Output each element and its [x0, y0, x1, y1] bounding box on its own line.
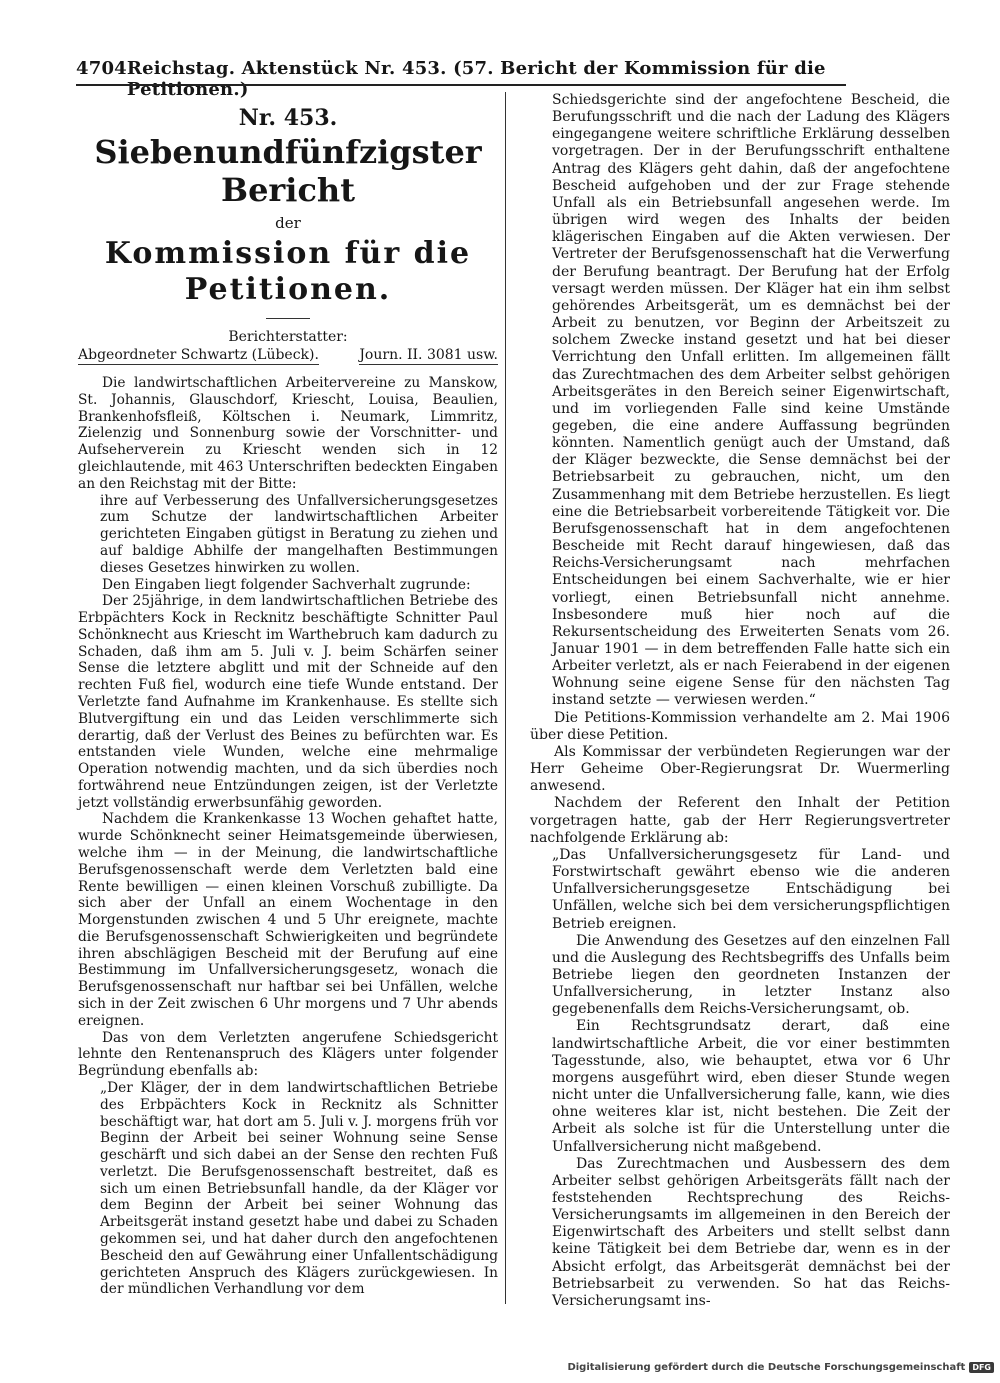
column-divider: [505, 92, 506, 1304]
right-column-body: [530, 92, 950, 1310]
left-column-body: [78, 375, 498, 1298]
title-rule: [266, 318, 310, 319]
paragraph: Nachdem der Referent den Inhalt der Petition vorgetragen hatte, gab der Herr Regierungsvertreter nachfolgende Erklärung ab:: [530, 795, 950, 846]
reporter-name: Abgeordneter Schwartz (Lübeck).: [78, 347, 319, 364]
dfg-logo-icon: DFG: [969, 1362, 994, 1373]
right-column: [530, 92, 950, 1310]
paragraph: Das Zurechtmachen und Ausbessern des dem Arbeiter selbst gehörigen Arbeitsgeräts fällt nach der feststehenden Rechtsprechung des Reichs-Versicherungsamts im allgemeinen in den Bereich der Eigenwirtschaft des Arbeiters und stellt selbst dann keine Tätigkeit bei dem Betriebe dar, wenn es in der Absicht erfolgt, das Arbeitsgerät demnächst bei der Betriebsarbeit zu verwenden. So hat das Reichs-Versicherungsamt ins-: [552, 1155, 950, 1309]
journal-reference: Journ. II. 3081 usw.: [359, 347, 498, 364]
paragraph: Die landwirtschaftlichen Arbeitervereine zu Manskow, St. Johannis, Glauschdorf, Kriescht, Louisa, Beaulien, Brankenhofsfleiß, Költschen i. Neumark, Limmritz, Zielenzig und Sonnenburg sowie der Vorschnitter- und Aufseherverein zu Kriescht wenden sich in 12 gleichlautende, mit 463 Unterschriften bedeckten Eingaben an den Reichstag mit der Bitte:: [78, 375, 499, 492]
paragraph: Der 25jährige, in dem landwirtschaftlichen Betriebe des Erbpächters Kock in Recknitz beschäftigte Schnitter Paul Schönknecht aus Kriescht im Warthebruch kam dadurch zu Schaden, daß ihm am 5. Juli v. J. beim Schärfen seiner Sense die letztere abglitt und mit der Schneide auf den rechten Fuß fiel, wodurch eine tiefe Wunde entstand. Der Verletzte fand Aufnahme im Krankenhause. Es stellte sich Blutvergiftung ein und das Leiden verschlimmerte sich derartig, daß der Verlust des Beines zu befürchten war. Es entstanden viele Wunden, welche eine mehrmalige Operation notwendig machten, und da sich überdies noch fortwährend neue Entzündungen zeigen, ist der Verletzte jetzt vollständig erwerbsunfähig geworden.: [78, 593, 498, 811]
paragraph: „Der Kläger, der in dem landwirtschaftlichen Betriebe des Erbpächters Kock in Recknitz als Schnitter beschäftigt war, hat dort am 5. Juli v. J. morgens früh vor Beginn der Arbeit bei seiner Wohnung seine Sense geschärft und sich dabei an der Sense den rechten Fuß verletzt. Die Berufsgenossenschaft bestreitet, daß es sich um einen Betriebsunfall handle, da der Kläger vor dem Beginn der Arbeit bei seiner Wohnung das Arbeitsgerät instand gesetzt habe und dabei zu Schaden gekommen sei, und hat daher durch den angefochtenen Bescheid den auf Gewährung einer Unfallentschädigung gerichteten Anspruch des Klägers zurückgewiesen. In der mündlichen Verhandlung vor dem: [100, 1079, 498, 1298]
digitization-footer: [567, 1362, 994, 1373]
document-title: Siebenundfünfzigster Bericht: [94, 132, 482, 209]
paragraph: Die Petitions-Kommission verhandelte am 2. Mai 1906 über diese Petition.: [530, 709, 950, 743]
header-rule: [76, 84, 846, 86]
paragraph: Die Anwendung des Gesetzes auf den einzelnen Fall und die Auslegung des Rechtsbegriffs des Unfalls beim Betriebe liegen den geordneten Instanzen der Unfallversicherung, in letzter Instanz also gegebenenfalls dem Reichs-Versicherungsamt, ob.: [552, 932, 950, 1018]
paragraph: ihre auf Verbesserung des Unfallversicherungsgesetzes zum Schutze der landwirtschaftlichen Arbeiter gerichteten Eingaben gütigst in Beratung zu ziehen und auf baldige Abhilfe der mangelhaften Bestimmungen dieses Gesetzes hinwirken zu wollen.: [100, 492, 498, 576]
paragraph: Als Kommissar der verbündeten Regierungen war der Herr Geheime Ober-Regierungsrat Dr. Wuermerling anwesend.: [530, 743, 950, 795]
reporter-label: Berichterstatter:: [228, 328, 348, 345]
paragraph: Den Eingaben liegt folgender Sachverhalt zugrunde:: [102, 576, 471, 593]
footer-text: Digitalisierung gefördert durch die Deutsche Forschungsgemeinschaft: [567, 1362, 966, 1373]
document-subtitle: Kommission für die Petitionen.: [104, 235, 472, 307]
page-number: 4704: [76, 58, 127, 79]
paragraph: Das von dem Verletzten angerufene Schiedsgericht lehnte den Rentenanspruch des Klägers unter folgender Begründung ebenfalls ab:: [78, 1029, 498, 1080]
paragraph: Nachdem die Krankenkasse 13 Wochen gehaftet hatte, wurde Schönknecht seiner Heimatsgemeinde überwiesen, welche ihm — in der Meinung, die landwirtschaftliche Berufsgenossenschaft werde dem Verletzten bald eine Rente bewilligen — einen kleinen Vorschuß zubilligte. Da sich aber der Unfall an einem Wochentage in den Morgenstunden zwischen 4 und 5 Uhr ereignete, machte die Berufsgenossenschaft Schwierigkeiten und begründete ihren abschlägigen Bescheid mit der Berufung auf eine Bestimmung im Unfallversicherungsgesetz, wonach die Berufsgenossenschaft nur haftbar sei bei Unfällen, welche sich in der Zeit zwischen 6 Uhr morgens und 7 Uhr abends ereignen.: [78, 811, 498, 1029]
document-der: der: [275, 213, 301, 232]
paragraph: Ein Rechtsgrundsatz derart, daß eine landwirtschaftliche Arbeit, die vor einer bestimmten Tagesstunde, also, wie behauptet, etwa vor 6 Uhr morgens ausgeführt wird, eben dieser Stunde wegen nicht unter die Unfallversicherung falle, kann, wie dies ohne weiteres klar ist, nicht bestehen. Die Zeit der Arbeit als solche ist für die Unterstellung unter die Unfallversicherung nicht maßgebend.: [552, 1018, 950, 1155]
running-title: Reichstag. Aktenstück Nr. 453. (57. Bericht der Kommission für die Petitionen.): [126, 58, 826, 100]
paragraph: „Das Unfallversicherungsgesetz für Land- und Forstwirtschaft gewährt ebenso wie die anderen Unfallversicherungsgesetze Entschädigung bei Unfällen, welche sich bei dem versicherungspflichtigen Betrieb ereignen.: [552, 846, 950, 932]
reporter-line: [78, 347, 498, 365]
paragraph: Schiedsgerichte sind der angefochtene Bescheid, die Berufungsschrift und die nach der Ladung des Klägers eingegangene weitere schriftliche Erklärung desselben vorgetragen. Der in der Berufungsschrift enthaltene Antrag des Klägers geht dahin, daß der angefochtene Bescheid aufgehoben und der zur Frage stehende Unfall als ein Betriebsunfall angesehen werde. Im übrigen wird wegen des Inhalts der beiden klägerischen Eingaben auf die Akten verwiesen. Der Vertreter der Berufsgenossenschaft hat die Verwerfung der Berufung beantragt. Der Berufung hat der Erfolg versagt werden müssen. Der Kläger hat ein ihm selbst gehörendes Arbeitsgerät, um es demnächst bei der Arbeit zu benutzen, vor Beginn der Arbeitszeit zu solchem Zwecke instand gesetzt und hat bei dieser Verrichtung den Unfall erlitten. Im allgemeinen fällt das Zurechtmachen des dem Arbeiter selbst gehörigen Arbeitsgerätes in den Bereich seiner Eigenwirtschaft, und im vorliegenden Falle sind keine Umstände gegeben, die eine andere Auffassung begründen könnten. Namentlich genügt auch der Umstand, daß der Kläger bezweckte, die Sense demnächst bei der Betriebsarbeit zu gebrauchen, nicht, um den Zusammenhang mit dem Betriebe herzustellen. Es liegt eine die Betriebsarbeit vorbereitende Tätigkeit vor. Die Berufsgenossenschaft hat in dem angefochtenen Bescheide mit Recht darauf hingewiesen, daß das Reichs-Versicherungsamt nach mehrfachen Entscheidungen bei einem Sachverhalte, wie er hier vorliegt, einen Betriebsunfall nicht annehme. Insbesondere muß hier noch auf die Rekursentscheidung des Erweiterten Senats vom 26. Januar 1901 — in dem betreffenden Falle hatte sich ein Arbeiter verletzt, als er nach Feierabend in der eigenen Wohnung seine eigene Sense für den nächsten Tag instand setzte — verwiesen werden.“: [552, 92, 950, 709]
document-number: Nr. 453.: [238, 105, 338, 131]
left-column: [78, 96, 498, 1298]
